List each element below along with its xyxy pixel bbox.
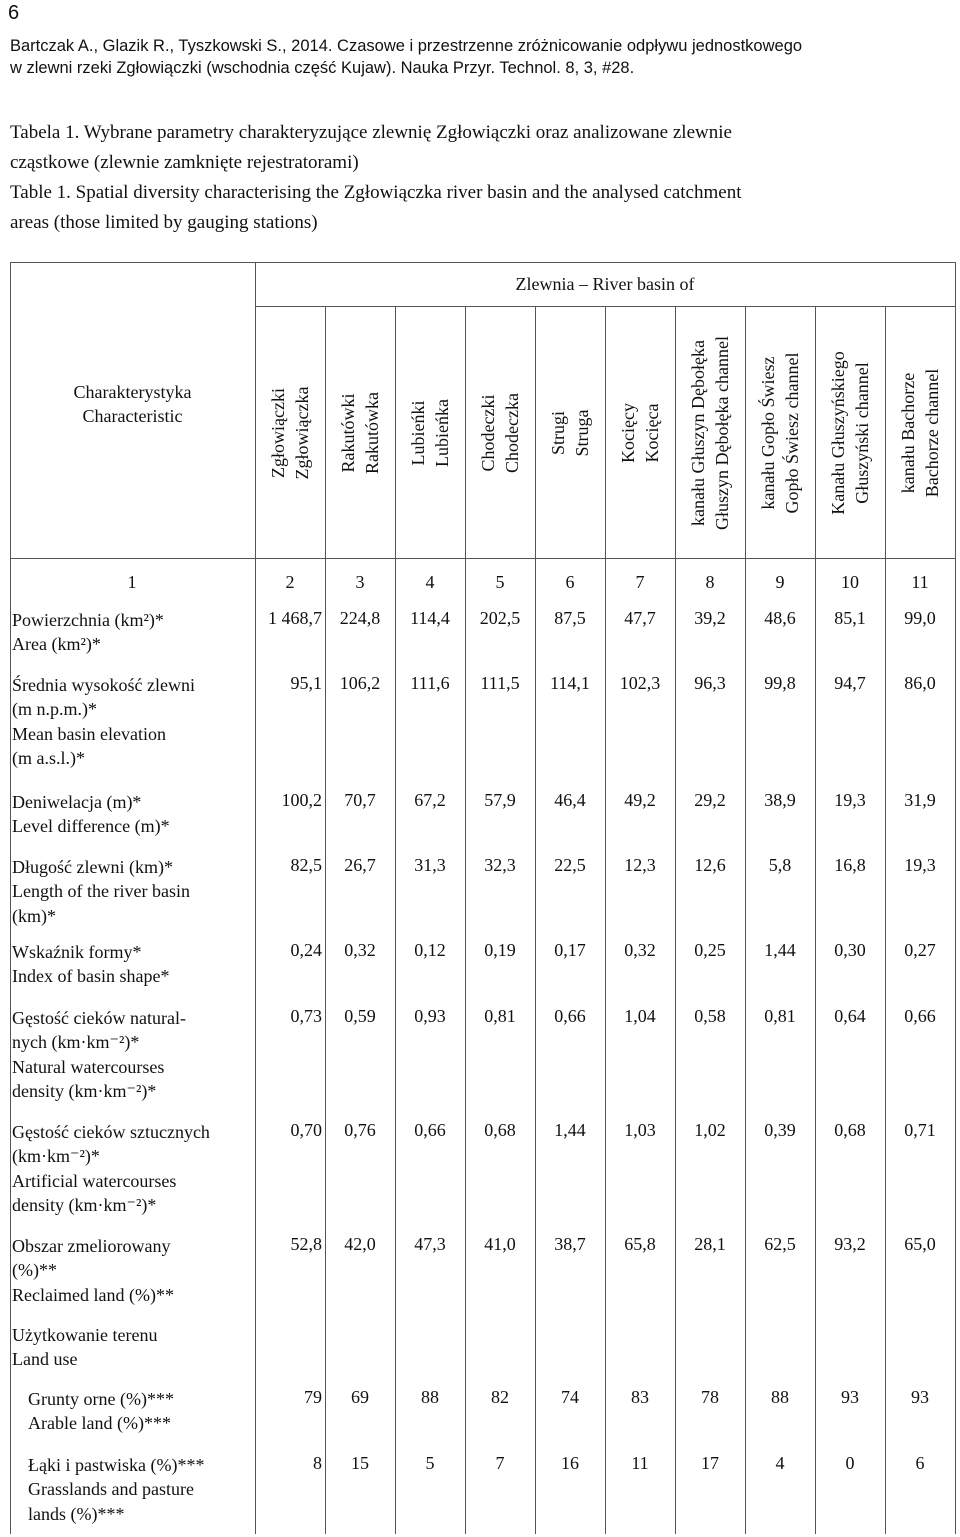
row-label-line: Deniwelacja (m)* bbox=[12, 792, 142, 812]
row-label-line: Mean basin elevation bbox=[12, 723, 166, 744]
caption-line: cząstkowe (zlewnie zamknięte rejestratorami) bbox=[10, 152, 359, 173]
row-label-line: (m a.s.l.)* bbox=[12, 747, 85, 768]
table-cell: 38,9 bbox=[764, 790, 796, 810]
row-label-line: Index of basin shape* bbox=[12, 966, 170, 987]
column-index: 4 bbox=[425, 572, 435, 592]
table-cell: 26,7 bbox=[344, 855, 376, 875]
table-cell: 70,7 bbox=[344, 790, 376, 810]
column-index: 5 bbox=[495, 572, 505, 592]
table-cell: 69 bbox=[351, 1387, 369, 1407]
table-cell: 99,0 bbox=[904, 608, 936, 628]
column-index: 7 bbox=[635, 572, 645, 592]
row-label-line: Reclaimed land (%)** bbox=[12, 1284, 174, 1305]
column-index: 8 bbox=[705, 572, 715, 592]
table-cell: 78 bbox=[701, 1387, 719, 1407]
table-cell: 31,3 bbox=[414, 855, 446, 875]
row-label-line: (km)* bbox=[12, 905, 56, 926]
table-cell: 5 bbox=[425, 1453, 435, 1473]
table-cell: 0,25 bbox=[694, 940, 726, 960]
table-cell: 16 bbox=[561, 1453, 579, 1473]
row-label-line: (km·km⁻²)* bbox=[12, 1146, 100, 1167]
row-label-line: Wskaźnik formy* bbox=[12, 942, 142, 962]
column-header: Zgłowiączki Zgłowiączka bbox=[268, 386, 312, 480]
row-label-line: Powierzchnia (km²)* bbox=[12, 610, 164, 630]
table-cell: 38,7 bbox=[554, 1234, 586, 1254]
table-cell: 57,9 bbox=[484, 790, 516, 810]
column-header: kanału Bachorze Bachorze channel bbox=[898, 368, 942, 498]
row-label-line: nych (km·km⁻²)* bbox=[12, 1032, 140, 1053]
row-label-line: Łąki i pastwiska (%)*** bbox=[28, 1455, 205, 1475]
table-cell: 47,7 bbox=[624, 608, 656, 628]
column-header: Kanału Głuszyńskiego Głuszyński channel bbox=[828, 351, 872, 515]
column-index: 3 bbox=[355, 572, 365, 592]
column-index: 2 bbox=[285, 572, 295, 592]
table-cell: 82 bbox=[491, 1387, 509, 1407]
table-cell: 0,12 bbox=[414, 940, 446, 960]
table-cell: 0,59 bbox=[344, 1006, 376, 1026]
column-header: Rakutówki Rakutówka bbox=[338, 392, 382, 474]
row-label-line: Obszar zmeliorowany bbox=[12, 1236, 171, 1256]
table-cell: 19,3 bbox=[904, 855, 936, 875]
table-cell: 1,44 bbox=[554, 1120, 586, 1140]
caption-line: Table 1. Spatial diversity characterising the Zgłowiączka river basin and the analysed catchment bbox=[10, 182, 742, 203]
table-cell: 8 bbox=[313, 1453, 322, 1473]
row-label bbox=[12, 1234, 252, 1307]
table-cell: 42,0 bbox=[344, 1234, 376, 1254]
row-label-line: Level difference (m)* bbox=[12, 816, 170, 837]
row-label bbox=[12, 790, 252, 839]
table-cell: 65,8 bbox=[624, 1234, 656, 1254]
table-cell: 47,3 bbox=[414, 1234, 446, 1254]
table-cell: 93 bbox=[911, 1387, 929, 1407]
column-header: Chodeczki Chodeczka bbox=[478, 393, 522, 473]
table-cell: 67,2 bbox=[414, 790, 446, 810]
table-cell: 12,3 bbox=[624, 855, 656, 875]
table-cell: 111,5 bbox=[480, 673, 520, 693]
group-header: Zlewnia – River basin of bbox=[515, 273, 695, 294]
table-cell: 62,5 bbox=[764, 1234, 796, 1254]
table-cell: 41,0 bbox=[484, 1234, 516, 1254]
table-cell: 114,4 bbox=[410, 608, 450, 628]
table-cell: 0,70 bbox=[290, 1120, 322, 1140]
column-index: 6 bbox=[565, 572, 575, 592]
table-cell: 94,7 bbox=[834, 673, 866, 693]
row-label bbox=[12, 673, 252, 770]
column-index: 1 bbox=[127, 572, 137, 592]
table-cell: 0,17 bbox=[554, 940, 586, 960]
table-cell: 74 bbox=[561, 1387, 579, 1407]
table-cell: 6 bbox=[915, 1453, 925, 1473]
table-cell: 106,2 bbox=[339, 673, 381, 693]
row-label-line: lands (%)*** bbox=[28, 1503, 125, 1524]
table-cell: 1,02 bbox=[694, 1120, 726, 1140]
table-cell: 88 bbox=[771, 1387, 789, 1407]
column-header: kanału Gopło Świesz Gopło Świesz channel bbox=[758, 352, 802, 514]
table-cell: 86,0 bbox=[904, 673, 936, 693]
characteristic-header-en: Characteristic bbox=[82, 406, 183, 426]
row-label bbox=[12, 1006, 252, 1103]
column-index: 9 bbox=[775, 572, 785, 592]
table-cell: 85,1 bbox=[834, 608, 866, 628]
table-cell: 0 bbox=[845, 1453, 855, 1473]
table-cell: 16,8 bbox=[834, 855, 866, 875]
table-cell: 93 bbox=[841, 1387, 859, 1407]
column-header: kanału Głuszyn Dębołęka Głuszyn Dębołęka channel bbox=[688, 336, 732, 530]
characteristic-header bbox=[10, 380, 255, 428]
row-label-line: Length of the river basin bbox=[12, 881, 190, 902]
row-label bbox=[12, 608, 252, 657]
table-cell: 79 bbox=[304, 1387, 322, 1407]
column-header: Kocięcy Kocięca bbox=[618, 403, 662, 463]
table-cell: 202,5 bbox=[479, 608, 521, 628]
table-cell: 32,3 bbox=[484, 855, 516, 875]
table-cell: 0,32 bbox=[624, 940, 656, 960]
table-cell: 111,6 bbox=[410, 673, 450, 693]
table-cell: 0,58 bbox=[694, 1006, 726, 1026]
table-cell: 87,5 bbox=[554, 608, 586, 628]
row-label-line: Gęstość cieków sztucznych bbox=[12, 1122, 210, 1142]
row-label-line: Użytkowanie terenu bbox=[12, 1325, 158, 1345]
table-cell: 0,32 bbox=[344, 940, 376, 960]
row-label-line: Grunty orne (%)*** bbox=[28, 1389, 174, 1409]
table-cell: 0,66 bbox=[904, 1006, 936, 1026]
column-header: Lubieńki Lubieńka bbox=[408, 399, 452, 467]
table-cell: 0,66 bbox=[414, 1120, 446, 1140]
table-cell: 93,2 bbox=[834, 1234, 866, 1254]
row-label-line: Długość zlewni (km)* bbox=[12, 857, 173, 877]
table-cell: 88 bbox=[421, 1387, 439, 1407]
row-label-line: Area (km²)* bbox=[12, 634, 101, 655]
row-label-line: (%)** bbox=[12, 1260, 57, 1281]
row-label-line: Grasslands and pasture bbox=[28, 1479, 194, 1500]
citation-line: Bartczak A., Glazik R., Tyszkowski S., 2014. Czasowe i przestrzenne zróżnicowanie odpływu jednostkowego bbox=[10, 37, 803, 55]
table-cell: 0,68 bbox=[484, 1120, 516, 1140]
table-cell: 52,8 bbox=[290, 1234, 322, 1254]
row-label-line: density (km·km⁻²)* bbox=[12, 1080, 157, 1101]
table-cell: 15 bbox=[351, 1453, 369, 1473]
table-cell: 1,04 bbox=[624, 1006, 656, 1026]
table-cell: 17 bbox=[701, 1453, 719, 1473]
table-cell: 0,81 bbox=[764, 1006, 796, 1026]
row-label bbox=[12, 1120, 252, 1217]
caption-line: areas (those limited by gauging stations) bbox=[10, 212, 318, 233]
table-cell: 48,6 bbox=[764, 608, 796, 628]
caption-line: Tabela 1. Wybrane parametry charakteryzujące zlewnię Zgłowiączki oraz analizowane zlewnie bbox=[10, 122, 732, 143]
page-number: 6 bbox=[8, 2, 20, 24]
column-header: Strugi Struga bbox=[548, 409, 592, 457]
row-label bbox=[12, 855, 252, 928]
table-cell: 0,76 bbox=[344, 1120, 376, 1140]
table-cell: 102,3 bbox=[619, 673, 661, 693]
table-cell: 0,39 bbox=[764, 1120, 796, 1140]
row-label-line: Land use bbox=[12, 1349, 78, 1370]
table-cell: 0,73 bbox=[290, 1006, 322, 1026]
table-cell: 22,5 bbox=[554, 855, 586, 875]
table-cell: 82,5 bbox=[290, 855, 322, 875]
row-label bbox=[12, 940, 252, 989]
table-cell: 99,8 bbox=[764, 673, 796, 693]
column-index: 10 bbox=[841, 572, 859, 592]
row-label-line: (m n.p.m.)* bbox=[12, 699, 97, 720]
characteristic-header-pl: Charakterystyka bbox=[73, 382, 192, 402]
table-cell: 46,4 bbox=[554, 790, 586, 810]
table-cell: 0,66 bbox=[554, 1006, 586, 1026]
row-label-line: Artificial watercourses bbox=[12, 1170, 177, 1191]
table-cell: 65,0 bbox=[904, 1234, 936, 1254]
table-cell: 96,3 bbox=[694, 673, 726, 693]
table-cell: 0,64 bbox=[834, 1006, 866, 1026]
table-cell: 83 bbox=[631, 1387, 649, 1407]
row-label-line: Natural watercourses bbox=[12, 1056, 165, 1077]
row-label-line: Arable land (%)*** bbox=[28, 1413, 171, 1434]
table-cell: 0,30 bbox=[834, 940, 866, 960]
row-label bbox=[12, 1323, 252, 1372]
table-cell: 11 bbox=[631, 1453, 649, 1473]
table-cell: 0,68 bbox=[834, 1120, 866, 1140]
row-label-line: Średnia wysokość zlewni bbox=[12, 675, 195, 695]
citation bbox=[10, 35, 955, 79]
table-cell: 1,03 bbox=[624, 1120, 656, 1140]
table-cell: 1,44 bbox=[764, 940, 796, 960]
table-cell: 49,2 bbox=[624, 790, 656, 810]
table-cell: 100,2 bbox=[281, 790, 322, 810]
table-cell: 0,71 bbox=[904, 1120, 936, 1140]
table-caption bbox=[10, 118, 955, 238]
table-cell: 0,24 bbox=[290, 940, 322, 960]
column-index: 11 bbox=[911, 572, 929, 592]
table-cell: 28,1 bbox=[694, 1234, 726, 1254]
table-cell: 39,2 bbox=[694, 608, 726, 628]
table-cell: 12,6 bbox=[694, 855, 726, 875]
table-cell: 29,2 bbox=[694, 790, 726, 810]
table-cell: 114,1 bbox=[550, 673, 590, 693]
table-cell: 95,1 bbox=[290, 673, 322, 693]
table-cell: 0,27 bbox=[904, 940, 936, 960]
table-cell: 0,19 bbox=[484, 940, 516, 960]
row-label-line: density (km·km⁻²)* bbox=[12, 1194, 157, 1215]
table-cell: 5,8 bbox=[768, 855, 792, 875]
table-cell: 19,3 bbox=[834, 790, 866, 810]
citation-line: w zlewni rzeki Zgłowiączki (wschodnia część Kujaw). Nauka Przyr. Technol. 8, 3, #28. bbox=[10, 59, 635, 77]
table-cell: 0,81 bbox=[484, 1006, 516, 1026]
table-cell: 1 468,7 bbox=[268, 608, 322, 628]
table-cell: 7 bbox=[495, 1453, 505, 1473]
table-cell: 224,8 bbox=[339, 608, 381, 628]
table-cell: 4 bbox=[775, 1453, 785, 1473]
row-label-line: Gęstość cieków natural- bbox=[12, 1008, 186, 1028]
table-cell: 0,93 bbox=[414, 1006, 446, 1026]
table-cell: 31,9 bbox=[904, 790, 936, 810]
